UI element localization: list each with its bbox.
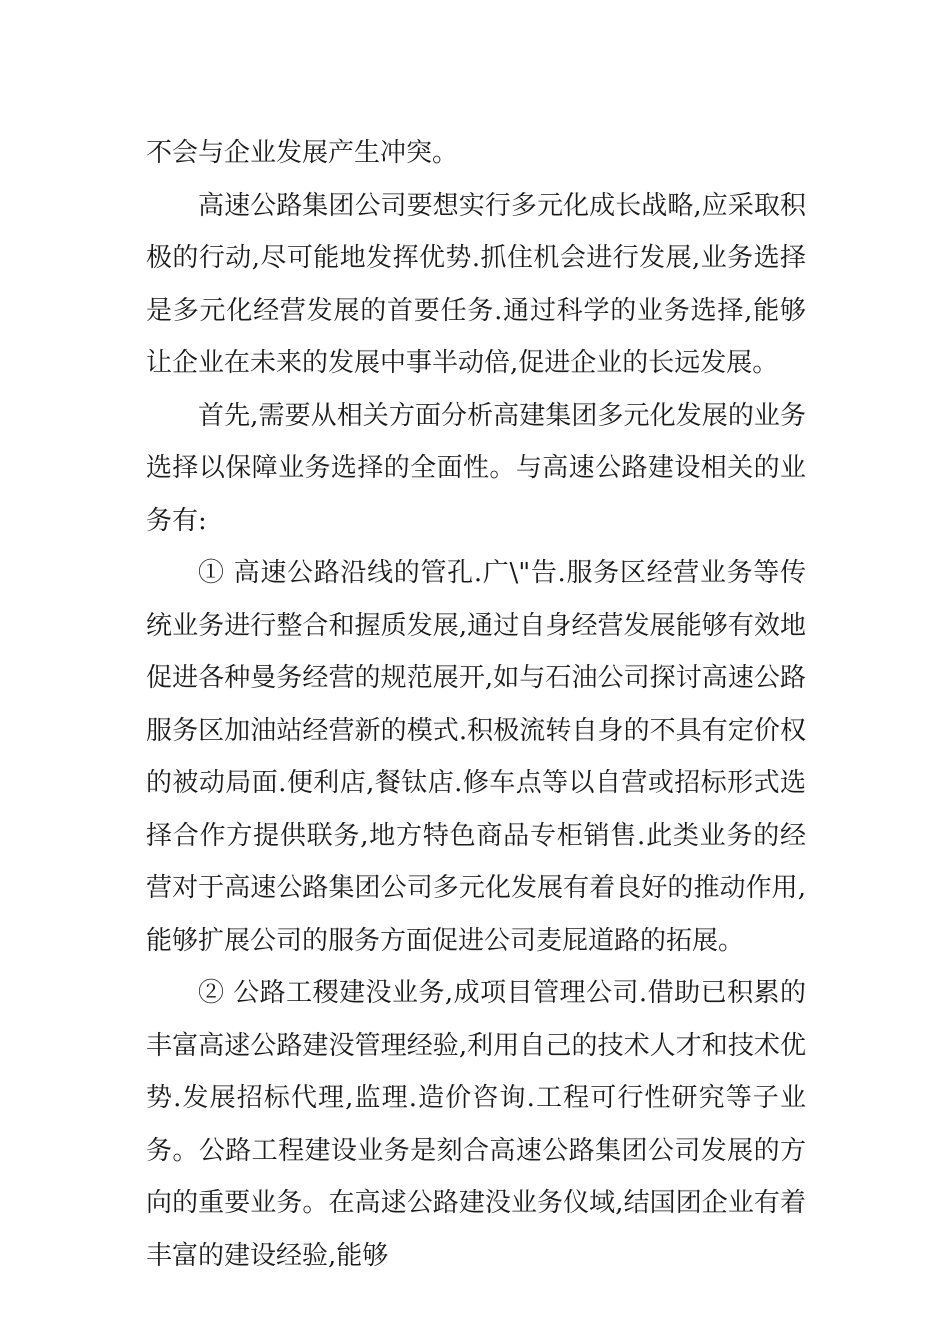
paragraph-business-selection: 首先,需要从相关方面分析高建集团多元化发展的业务选择以保障业务选择的全面性。与高速公路建设相关的业务有: [146, 400, 806, 536]
paragraph-continuation: 不会与企业发展产生冲突。 [146, 138, 459, 168]
paragraph-diversification-strategy: 高速公路集团公司要想实行多元化成长战略,应采取积极的行动,尽可能地发挥优势.抓住机会进行发展,业务选择是多元化经营发展的首要任务.通过科学的业务选择,能够让企业在未来的发展中事半动倍,促进企业的长远发展。 [146, 190, 806, 378]
paragraph-item-1: ① 高速公路沿线的管孔.广\"告.服务区经营业务等传统业务进行整合和握质发展,通过自身经营发展能够有效地促进各种曼务经营的规范展开,如与石油公司探讨高速公路服务区加油站经营新的模式.积极流转自身的不具有定价权的被动局面.便利店,餐钛店.修车点等以自营或招标形式选择合作方提供联务,地方特色商品专柜销售.此类业务的经营对于高速公路集团公司多元化发展有着良好的推动作用,能够扩展公司的服务方面促进公司麦屁道路的拓展。 [146, 558, 806, 956]
paragraph-item-2: ② 公路工稷建没业务,成项目管理公司.借助已积累的丰富高逑公路建没管理经验,利用自己的技术人才和技术优势.发展招标代理,监理.造价咨询.工程可行性研究等子业务。公路工程建设业务是刻合高速公路集团公司发展的方向的重要业务。在高逑公路建没业务仪域,结国团企业有着丰富的建设经验,能够 [146, 978, 806, 1271]
body-text [146, 127, 806, 1282]
